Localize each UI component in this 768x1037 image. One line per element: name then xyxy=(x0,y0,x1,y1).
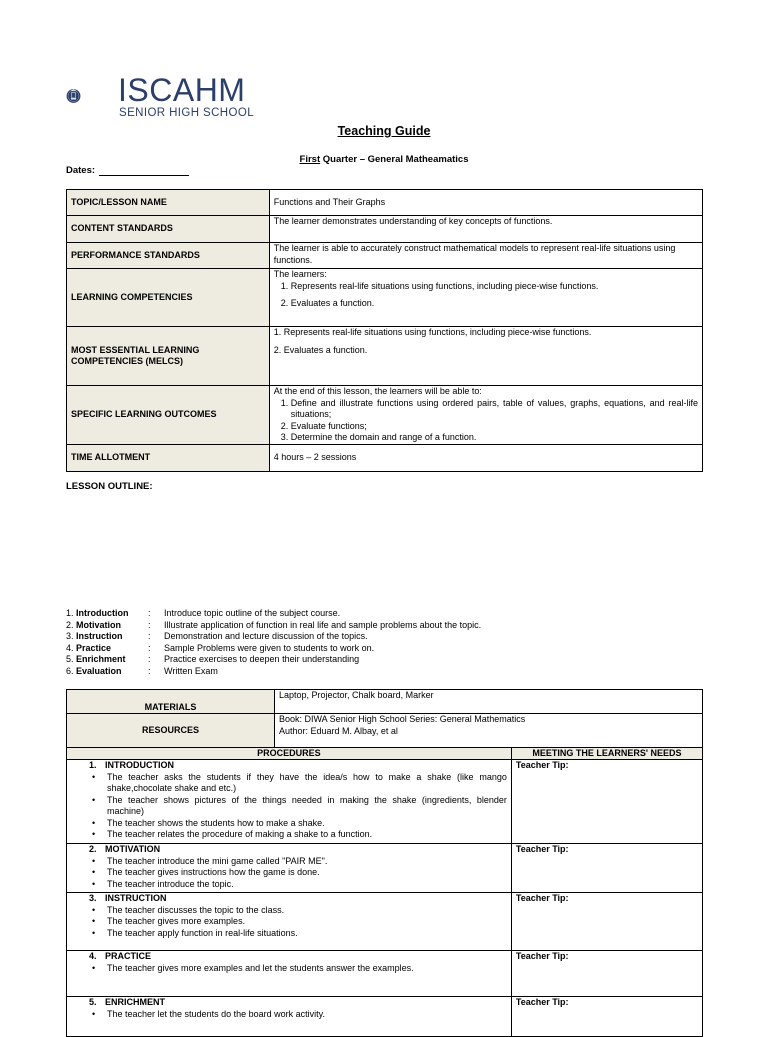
competency-item: 2. Evaluates a function. xyxy=(291,298,698,310)
outline-item xyxy=(66,654,481,666)
outline-sep: : xyxy=(148,642,151,653)
materials-label: MATERIALS xyxy=(67,690,275,714)
dates-label: Dates: xyxy=(66,165,96,176)
outline-name: Practice xyxy=(76,642,112,653)
procedure-bullet: • The teacher asks the students if they have the idea/s how to make a shake (like mango shake,chocolate shake and etc.) xyxy=(107,772,507,795)
outline-desc: Illustrate application of function in real life and sample problems about the topic. xyxy=(164,619,482,630)
melcs-item: 2. Evaluates a function. xyxy=(273,344,368,355)
time-allotment-value: 4 hours – 2 sessions xyxy=(269,444,702,471)
procedure-bullet: • The teacher relates the procedure of making a shake to a function. xyxy=(107,829,507,841)
section-title: INSTRUCTION xyxy=(105,893,167,903)
section-title: MOTIVATION xyxy=(105,844,161,854)
teacher-tip: Teacher Tip: xyxy=(511,997,702,1037)
outline-desc: Practice exercises to deepen their understanding xyxy=(164,654,360,664)
procedures-header: PROCEDURES xyxy=(67,748,512,760)
competencies-intro: The learners: xyxy=(273,269,327,279)
content-standards-label: CONTENT STANDARDS xyxy=(67,216,270,243)
outline-num: 2. xyxy=(66,619,74,630)
resources-author: Author: Eduard M. Albay, et al xyxy=(279,725,398,736)
outline-desc: Introduce topic outline of the subject course. xyxy=(164,608,341,618)
performance-standards-value: The learner is able to accurately construct mathematical models to represent real-life situations using functions. xyxy=(269,243,702,269)
school-name: ISCAHM xyxy=(118,72,246,108)
procedure-bullet: • The teacher discusses the topic to the class. xyxy=(107,905,507,917)
topic-label: TOPIC/LESSON NAME xyxy=(67,190,270,216)
melcs-item: 1. Represents real-life situations using functions, including piece-wise functions. xyxy=(273,327,592,337)
procedure-bullet: • The teacher let the students do the board work activity. xyxy=(107,1009,507,1021)
procedure-motivation xyxy=(67,844,512,893)
procedure-bullet: • The teacher shows pictures of the things needed in making the shake (ingredients, blender machine) xyxy=(107,795,507,818)
lesson-info-table xyxy=(66,189,703,472)
outcome-item: 1. Define and illustrate functions using ordered pairs, table of values, graphs, equations, and real-life situations; xyxy=(291,398,698,421)
section-title: PRACTICE xyxy=(105,951,152,961)
section-num: 2. xyxy=(89,844,97,854)
procedures-table xyxy=(66,747,703,1037)
teacher-tip: Teacher Tip: xyxy=(511,760,702,844)
outline-num: 4. xyxy=(66,642,74,653)
resources-book: Book: DIWA Senior High School Series: General Mathematics xyxy=(279,714,526,724)
teacher-tip: Teacher Tip: xyxy=(511,893,702,951)
outline-name: Introduction xyxy=(76,608,129,618)
outline-num: 5. xyxy=(66,654,74,664)
outline-item xyxy=(66,643,481,655)
outline-item xyxy=(66,666,481,678)
outline-item xyxy=(66,631,481,643)
outline-sep: : xyxy=(148,631,151,641)
lesson-outline-heading: LESSON OUTLINE: xyxy=(66,481,153,492)
section-num: 3. xyxy=(89,893,97,903)
section-title: INTRODUCTION xyxy=(105,760,174,770)
learning-competencies-value xyxy=(269,269,702,327)
outline-num: 6. xyxy=(66,665,74,676)
outcome-item: 2. Evaluate functions; xyxy=(291,421,698,433)
outline-desc: Demonstration and lecture discussion of the topics. xyxy=(164,631,368,641)
procedure-bullet: • The teacher introduce the topic. xyxy=(107,879,507,891)
learning-outcomes-value xyxy=(269,386,702,445)
topic-value: Functions and Their Graphs xyxy=(269,190,702,216)
performance-standards-label: PERFORMANCE STANDARDS xyxy=(67,243,270,269)
quarter-rest: Quarter – General Matheamatics xyxy=(320,154,469,165)
outcome-item: 3. Determine the domain and range of a function. xyxy=(291,432,698,444)
outline-item xyxy=(66,620,481,632)
teacher-tip: Teacher Tip: xyxy=(511,844,702,893)
outline-desc: Sample Problems were given to students to work on. xyxy=(164,642,375,653)
time-allotment-label: TIME ALLOTMENT xyxy=(67,444,270,471)
outline-num: 3. xyxy=(66,631,74,641)
quarter-subject xyxy=(0,154,768,165)
learning-outcomes-label: SPECIFIC LEARNING OUTCOMES xyxy=(67,386,270,445)
competencies-list xyxy=(274,281,698,310)
outline-name: Enrichment xyxy=(76,654,126,664)
outline-item xyxy=(66,608,481,620)
school-seal-logo xyxy=(66,68,118,124)
procedure-bullet: • The teacher introduce the mini game called "PAIR ME". xyxy=(107,856,507,868)
outline-name: Evaluation xyxy=(76,665,122,676)
outline-sep: : xyxy=(148,608,151,618)
procedure-practice xyxy=(67,951,512,997)
outline-sep: : xyxy=(148,665,151,676)
procedure-introduction xyxy=(67,760,512,844)
outline-sep: : xyxy=(148,619,151,630)
procedure-bullet: • The teacher gives more examples and let the students answer the examples. xyxy=(107,963,507,975)
dates-field xyxy=(66,165,189,176)
procedure-bullet: • The teacher apply function in real-life situations. xyxy=(107,928,507,940)
melcs-label: MOST ESSENTIAL LEARNING COMPETENCIES (MELCS) xyxy=(67,327,270,386)
materials-table xyxy=(66,689,703,748)
outcomes-list xyxy=(274,398,698,444)
section-title: ENRICHMENT xyxy=(105,997,165,1007)
document-title: Teaching Guide xyxy=(337,124,431,138)
section-num: 1. xyxy=(89,760,97,770)
procedure-enrichment xyxy=(67,997,512,1037)
learners-needs-header: MEETING THE LEARNERS' NEEDS xyxy=(511,748,702,760)
procedure-bullet: • The teacher gives more examples. xyxy=(107,916,507,928)
outline-name: Instruction xyxy=(76,631,123,641)
resources-label: RESOURCES xyxy=(67,714,275,748)
section-num: 4. xyxy=(89,951,97,961)
quarter-first: First xyxy=(299,154,321,165)
resources-value xyxy=(275,714,703,748)
content-standards-value: The learner demonstrates understanding of key concepts of functions. xyxy=(269,216,702,243)
section-num: 5. xyxy=(89,997,97,1007)
outline-name: Motivation xyxy=(76,619,122,630)
teacher-tip: Teacher Tip: xyxy=(511,951,702,997)
procedure-bullet: • The teacher gives instructions how the game is done. xyxy=(107,867,507,879)
melcs-value xyxy=(269,327,702,386)
materials-value: Laptop, Projector, Chalk board, Marker xyxy=(275,690,703,714)
learning-competencies-label: LEARNING COMPETENCIES xyxy=(67,269,270,327)
procedure-instruction xyxy=(67,893,512,951)
competency-item: 1. Represents real-life situations using functions, including piece-wise functions. xyxy=(291,281,698,293)
procedure-bullet: • The teacher shows the students how to make a shake. xyxy=(107,818,507,830)
outline-num: 1. xyxy=(66,608,74,618)
outline-sep: : xyxy=(148,654,151,664)
school-subtitle: SENIOR HIGH SCHOOL xyxy=(119,107,254,119)
outline-desc: Written Exam xyxy=(164,665,218,676)
dates-blank-line xyxy=(99,165,189,176)
outcomes-intro: At the end of this lesson, the learners will be able to: xyxy=(273,386,482,396)
lesson-outline-list xyxy=(66,608,481,677)
